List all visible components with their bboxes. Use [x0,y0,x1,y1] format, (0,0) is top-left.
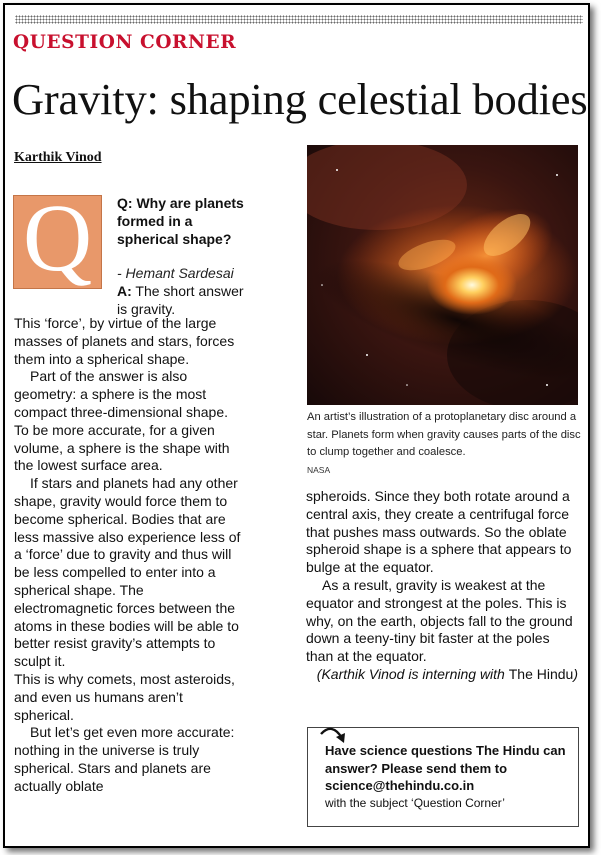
protoplanetary-disc-image [307,145,578,405]
q-letter: Q [22,184,93,291]
body-column-2 [306,488,578,684]
body-paragraph: Part of the answer is also geometry: a sphere is the most compact three-dimensional shape. To be more accurate, for a given volume, a sphere is the shape with the lowest surface area. [14,368,230,474]
question-asker: - Hemant Sardesai [117,265,234,281]
cta-text: Have science questions The Hindu can answer? Please send them to science@thehindu.co.in [325,743,566,793]
question-body: Why are planets formed in a spherical shape? [117,195,244,247]
nebula-illustration [307,145,578,405]
caption-text: An artist’s illustration of a protoplanetary disc around a star. Planets form when gravity causes parts of the disc to clump together and coalesce. [307,411,581,458]
question-text [117,194,257,248]
body-paragraph: If stars and planets had any other shape, gravity would force them to become spherical. Bodies that are less massive also experience less of a ‘force’ due to gravity and thus will be less compelled to enter into a spherical shape. The electromagnetic forces between the atoms in these bodies will be able to better resist gravity’s attempts to sculpt it. [14,475,241,670]
author-note [306,666,578,684]
body-paragraph: spheroids. Since they both rotate around a central axis, they create a centrifugal force that pushes mass outwards. So the oblate spheroid shape is a sphere that appears to bulge at the equator. [306,488,572,576]
image-caption [307,409,581,479]
headline: Gravity: shaping celestial bodies [12,74,588,124]
byline: Karthik Vinod [14,150,102,165]
body-paragraph: But let’s get even more accurate: nothing in the universe is truly spherical. Stars and planets are actually oblate [14,724,235,794]
body-paragraph: As a result, gravity is weakest at the equator and strongest at the poles. This is why, on the earth, objects fall to the ground down a teeny-tiny bit faster at the poles than at the equator. [306,576,573,665]
body-column-1 [14,315,246,796]
section-label: QUESTION CORNER [13,32,237,53]
answer-lead [117,282,247,318]
dotted-rule [15,15,583,24]
submit-question-box [307,727,579,827]
author-note-close: ) [573,665,578,682]
question-q-icon [13,184,102,291]
body-paragraph: This ‘force’, by virtue of the large masses of planets and stars, forces them into a spherical shape. [14,315,235,367]
cta-subject-note: with the subject ‘Question Corner’ [325,796,505,810]
answer-label: A: [117,283,132,299]
author-note-italic: (Karthik Vinod is interning with [316,665,509,682]
body-paragraph: This is why comets, most asteroids, and even us humans aren’t spherical. [14,670,235,723]
image-credit: NASA [307,464,331,475]
answer-lead-text: The short answer is gravity. [117,283,244,317]
question-label: Q: [117,195,133,211]
author-note-publication: The Hindu [508,665,574,682]
